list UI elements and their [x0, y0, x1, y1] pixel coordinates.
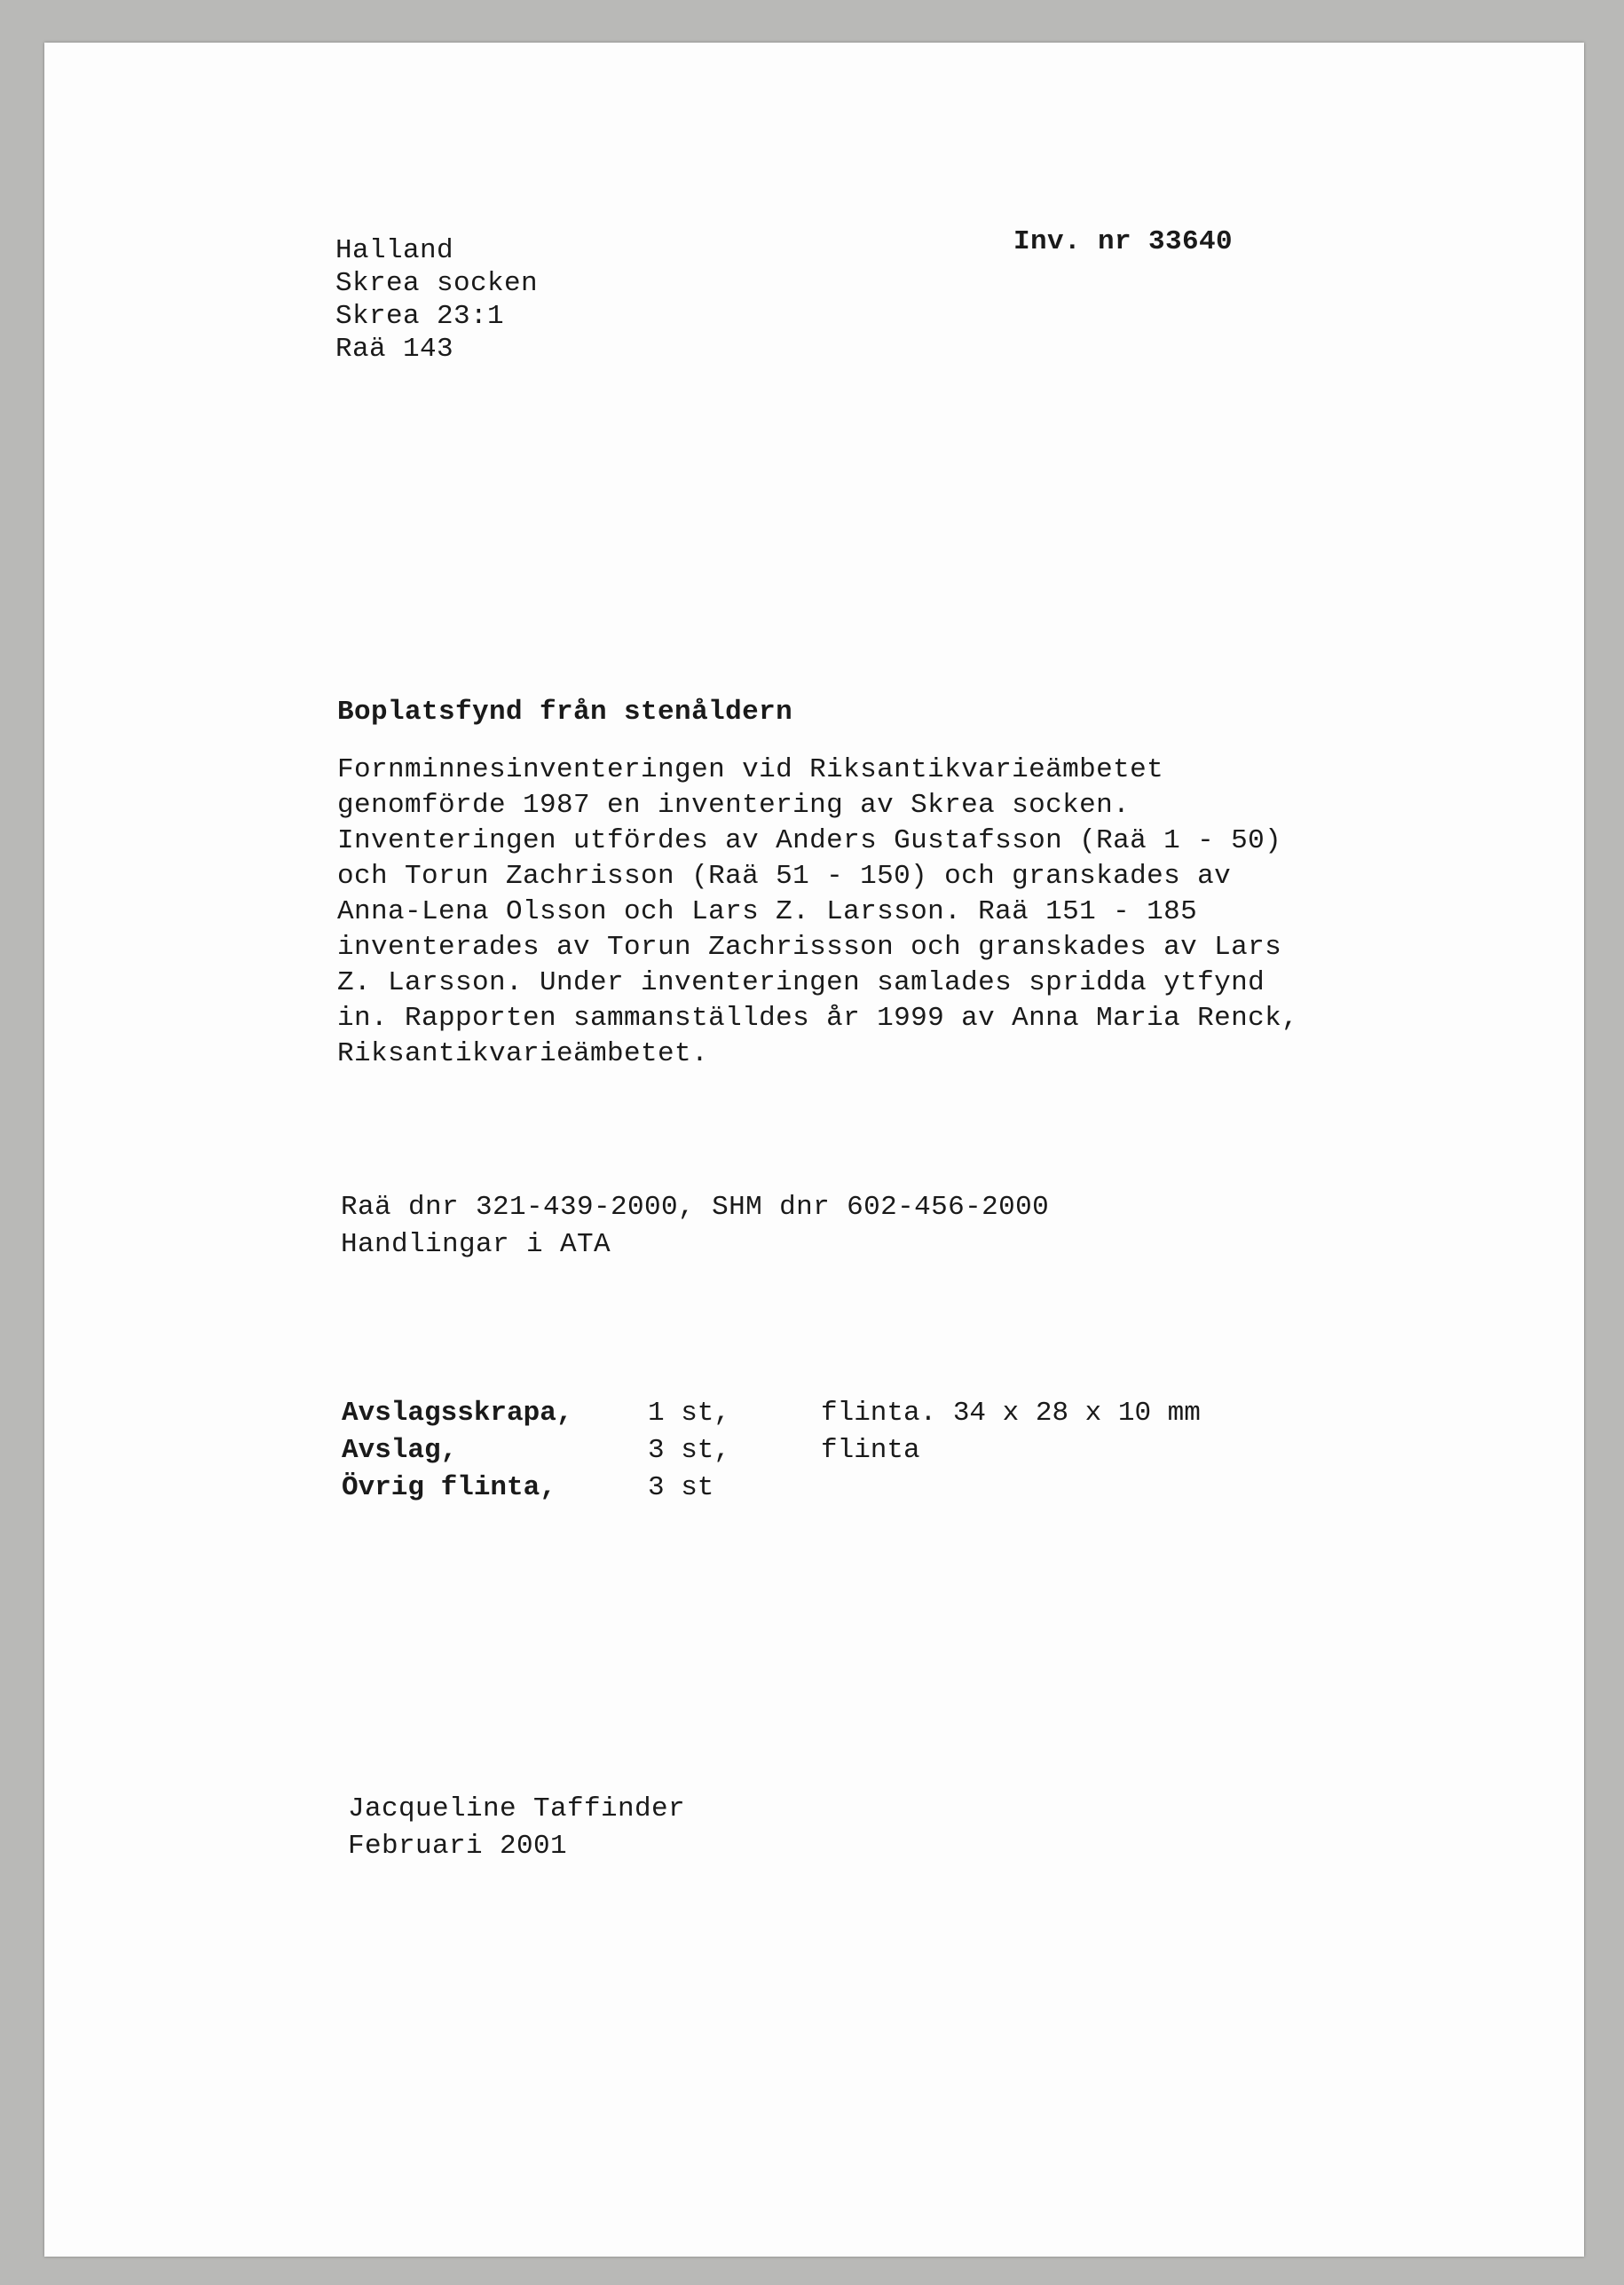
reference-archive: Handlingar i ATA: [341, 1229, 611, 1260]
body-line: Fornminnesinventeringen vid Riksantikvarieämbetet: [337, 754, 1164, 785]
find-type: Avslag,: [342, 1435, 458, 1466]
body-line: Riksantikvarieämbetet.: [337, 1038, 709, 1069]
body-line: Z. Larsson. Under inventeringen samlades spridda ytfynd: [337, 967, 1265, 998]
address-line-property: Skrea 23:1: [335, 301, 505, 332]
body-line: och Torun Zachrisson (Raä 51 - 150) och granskades av: [337, 861, 1232, 892]
signature-date: Februari 2001: [348, 1831, 568, 1862]
address-block: [335, 234, 538, 366]
body-line: in. Rapporten sammanställdes år 1999 av Anna Maria Renck,: [337, 1003, 1299, 1034]
document-page: [44, 43, 1584, 2257]
reference-dnr: Raä dnr 321-439-2000, SHM dnr 602-456-2000: [341, 1192, 1050, 1223]
body-paragraph: [337, 752, 1298, 1072]
address-line-raa: Raä 143: [335, 334, 454, 365]
inventory-number: Inv. nr 33640: [1013, 226, 1234, 257]
signature-block: [348, 1791, 685, 1865]
address-line-county: Halland: [335, 235, 454, 266]
body-line: Inventeringen utfördes av Anders Gustafsson (Raä 1 - 50): [337, 825, 1282, 856]
find-count: 1 st,: [648, 1398, 731, 1429]
body-line: genomförde 1987 en inventering av Skrea socken.: [337, 790, 1131, 821]
document-title: Boplatsfynd från stenåldern: [337, 697, 793, 728]
address-line-parish: Skrea socken: [335, 268, 539, 299]
reference-block: [341, 1189, 1049, 1264]
signature-name: Jacqueline Taffinder: [348, 1793, 686, 1824]
body-line: Anna-Lena Olsson och Lars Z. Larsson. Raä 151 - 185: [337, 896, 1198, 927]
find-type: Avslagsskrapa,: [342, 1398, 573, 1429]
find-description: flinta: [821, 1435, 920, 1466]
find-type: Övrig flinta,: [342, 1472, 556, 1503]
find-description: flinta. 34 x 28 x 10 mm: [821, 1398, 1201, 1429]
find-count: 3 st,: [648, 1435, 731, 1466]
body-line: inventerades av Torun Zachrissson och granskades av Lars: [337, 932, 1282, 963]
find-count: 3 st: [648, 1472, 714, 1503]
